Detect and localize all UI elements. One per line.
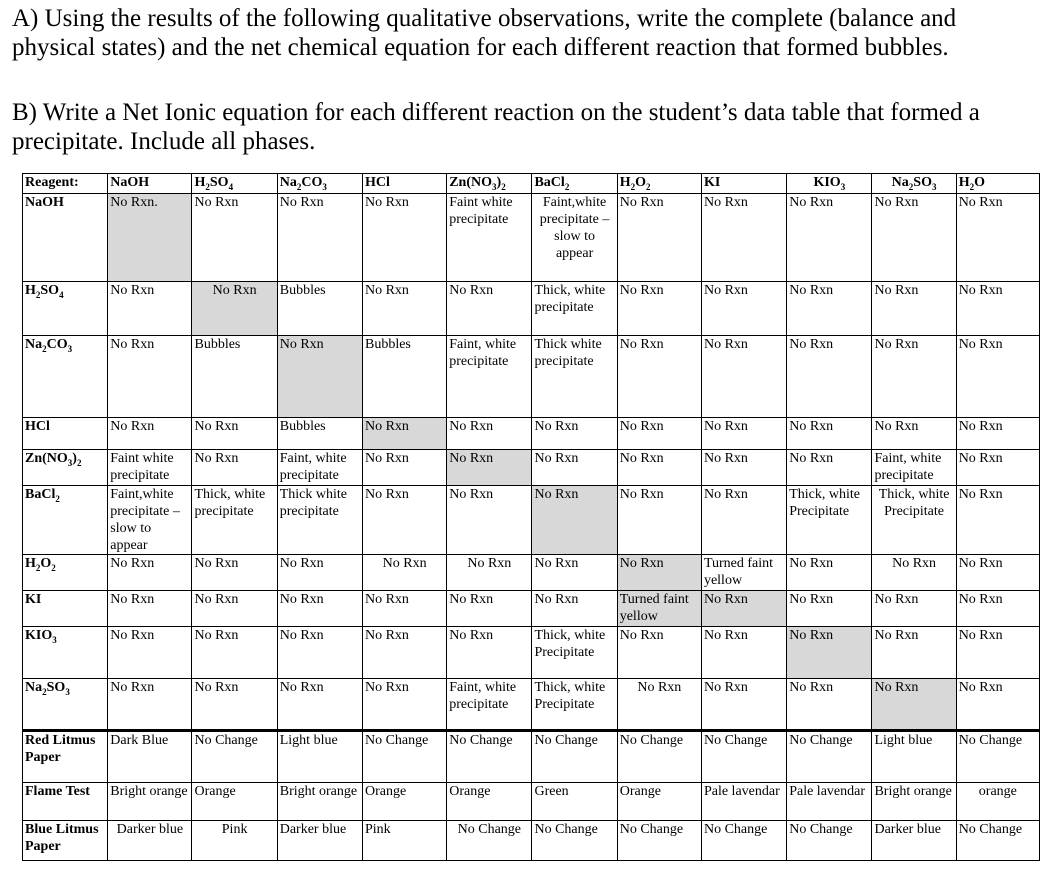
test-cell: Orange [192,783,277,821]
table-cell: Faint white precipitate [447,194,532,282]
question-b: B) Write a Net Ionic equation for each different reaction on the student’s data table that formed a precipitate. Include all phases. [12,99,980,155]
table-cell: No Rxn [872,679,956,731]
table-cell: No Rxn [192,679,277,731]
test-cell: No Change [956,731,1039,783]
table-cell: No Rxn [701,450,786,486]
table-cell: No Rxn [956,486,1039,555]
table-cell: Faint,white precipitate – slow to appear [108,486,192,555]
table-row [23,555,1040,591]
table-cell: Faint, white precipitate [447,336,532,418]
table-row [23,450,1040,486]
table-cell: No Rxn [108,627,192,679]
table-cell: No Rxn [277,336,362,418]
row-header-hcl: HCl [23,418,108,450]
column-header-text: $H_2O_2$ [619,175,651,192]
test-cell: Light blue [872,731,956,783]
table-cell: No Rxn [787,627,872,679]
table-cell: No Rxn [787,591,872,627]
test-label-blue-litmus-paper: Blue Litmus Paper [23,821,108,861]
table-cell: Thick, white precipitate [192,486,277,555]
table-cell: No Rxn [192,555,277,591]
table-cell: No Rxn [447,591,532,627]
table-cell: No Rxn [108,555,192,591]
test-cell: Pink [362,821,446,861]
column-header-text: HCl [364,175,390,190]
table-cell: No Rxn [362,418,446,450]
row-header-zn-no3-2: $Zn(NO_3)_2$ [23,450,108,486]
table-cell: No Rxn [108,591,192,627]
table-cell: No Rxn [701,282,786,336]
table-cell: No Rxn [787,418,872,450]
table-cell: No Rxn [192,282,277,336]
table-row [23,282,1040,336]
test-cell: Pale lavendar [701,783,786,821]
table-cell: Bubbles [192,336,277,418]
row-header-ki: KI [23,591,108,627]
table-cell: No Rxn [701,418,786,450]
column-header-zn-no3-2 [447,174,532,194]
table-cell: No Rxn [872,282,956,336]
table-cell: No Rxn [192,194,277,282]
table-cell: No Rxn [617,486,701,555]
table-cell: No Rxn [701,679,786,731]
column-header-text: BaCl$_2$ [534,175,570,192]
column-header-bacl2 [532,174,617,194]
column-header-hcl [362,174,446,194]
table-cell: No Rxn [362,486,446,555]
test-cell: Darker blue [872,821,956,861]
test-cell: Bright orange [872,783,956,821]
table-cell: No Rxn [362,450,446,486]
table-cell: Thick, white Precipitate [532,627,617,679]
table-cell: No Rxn [447,418,532,450]
column-header-h2o2 [617,174,701,194]
column-header-text: $KIO_3$ [813,175,846,192]
table-cell: No Rxn [277,627,362,679]
table-cell: No Rxn [956,450,1039,486]
table-cell: No Rxn [872,418,956,450]
table-cell: No Rxn [447,486,532,555]
table-row [23,418,1040,450]
column-header-text: $Na_2CO_3$ [279,175,327,192]
table-cell: No Rxn [447,627,532,679]
row-header-bacl2: BaCl$_2$ [23,486,108,555]
test-row [23,821,1040,861]
table-cell: Thick white precipitate [532,336,617,418]
table-cell: No Rxn [277,591,362,627]
test-cell: Orange [447,783,532,821]
table-cell: Thick white precipitate [277,486,362,555]
test-cell: Light blue [277,731,362,783]
table-cell: No Rxn [362,679,446,731]
table-cell: Thick, white Precipitate [532,679,617,731]
table-cell: No Rxn [872,194,956,282]
table-cell: No Rxn [192,627,277,679]
table-cell: No Rxn [532,418,617,450]
table-cell: No Rxn [362,282,446,336]
test-cell: Pale lavendar [787,783,872,821]
test-cell: No Change [787,821,872,861]
table-cell: No Rxn [787,555,872,591]
column-header-text: NaOH [110,175,150,190]
table-cell: No Rxn [956,591,1039,627]
table-cell: No Rxn [872,591,956,627]
row-header-kio3: $KIO_3$ [23,627,108,679]
test-cell: Dark Blue [108,731,192,783]
table-cell: No Rxn [956,627,1039,679]
row-header-na2co3: $Na_2CO_3$ [23,336,108,418]
test-cell: Orange [362,783,446,821]
test-label-flame-test: Flame Test [23,783,108,821]
table-cell: No Rxn [447,555,532,591]
table-cell: No Rxn [108,679,192,731]
row-header-h2o2: $H_2O_2$ [23,555,108,591]
table-cell: No Rxn [787,194,872,282]
test-cell: Darker blue [108,821,192,861]
table-cell: No Rxn [787,679,872,731]
test-cell: Bright orange [108,783,192,821]
test-cell: No Change [532,821,617,861]
table-cell: No Rxn [362,194,446,282]
table-cell: No Rxn [787,282,872,336]
test-row [23,783,1040,821]
table-cell: No Rxn [617,418,701,450]
table-cell: No Rxn [956,555,1039,591]
test-cell: No Change [787,731,872,783]
corner-label: Reagent: [23,174,108,194]
test-cell: No Change [532,731,617,783]
table-row [23,336,1040,418]
column-header-na2co3 [277,174,362,194]
table-cell: No Rxn [617,336,701,418]
table-cell: No Rxn [532,591,617,627]
table-cell: No Rxn [108,282,192,336]
table-cell: No Rxn [956,336,1039,418]
table-cell: Thick, white Precipitate [872,486,956,555]
table-cell: No Rxn [617,555,701,591]
test-row [23,731,1040,783]
test-cell: No Change [362,731,446,783]
table-cell: No Rxn [617,450,701,486]
column-header-text: $Na_2SO_3$ [891,175,937,192]
table-row [23,627,1040,679]
table-row [23,679,1040,731]
table-cell: No Rxn [277,679,362,731]
column-header-na2so3 [872,174,956,194]
table-cell: No Rxn [617,194,701,282]
table-cell: Bubbles [362,336,446,418]
test-cell: No Change [192,731,277,783]
column-header-text: $Zn(NO_3)_2$ [449,175,506,192]
table-cell: No Rxn [872,627,956,679]
table-row [23,194,1040,282]
test-cell: No Change [447,821,532,861]
column-header-naoh [108,174,192,194]
table-cell: No Rxn [532,450,617,486]
test-cell: Darker blue [277,821,362,861]
column-header-kio3 [787,174,872,194]
table-cell: No Rxn [192,591,277,627]
table-cell: Faint white precipitate [108,450,192,486]
table-cell: Bubbles [277,282,362,336]
table-cell: No Rxn [532,555,617,591]
test-cell: No Change [701,731,786,783]
table-row [23,591,1040,627]
table-cell: No Rxn [956,679,1039,731]
table-cell: No Rxn [787,336,872,418]
test-label-red-litmus-paper: Red Litmus Paper [23,731,108,783]
test-cell: Pink [192,821,277,861]
table-cell: No Rxn [362,627,446,679]
table-cell: No Rxn [532,486,617,555]
test-cell: No Change [617,821,701,861]
table-cell: No Rxn [447,282,532,336]
table-cell: No Rxn [108,336,192,418]
table-cell: No Rxn [617,627,701,679]
table-cell: No Rxn [872,555,956,591]
column-header-text: KI [703,175,721,190]
test-cell: Orange [617,783,701,821]
table-cell: Faint, white precipitate [872,450,956,486]
table-cell: No Rxn [277,194,362,282]
column-header-text: $H_2O$ [958,175,985,192]
table-cell: Thick, white Precipitate [787,486,872,555]
table-cell: No Rxn [108,418,192,450]
column-header-ki [701,174,786,194]
row-header-na2so3: $Na_2SO_3$ [23,679,108,731]
column-header-h2o [956,174,1039,194]
test-cell: No Change [617,731,701,783]
table-cell: No Rxn [956,282,1039,336]
test-cell: No Change [701,821,786,861]
table-cell: No Rxn [787,450,872,486]
test-cell: orange [956,783,1039,821]
table-row [23,486,1040,555]
table-cell: No Rxn [192,450,277,486]
table-cell: No Rxn [701,591,786,627]
test-cell: No Change [956,821,1039,861]
table-cell: Turned faint yellow [617,591,701,627]
table-cell: No Rxn [701,194,786,282]
observation-table [22,173,1040,861]
column-header-text: $H_2SO_4$ [194,175,234,192]
table-cell: No Rxn [872,336,956,418]
test-cell: No Change [447,731,532,783]
table-cell: No Rxn [617,679,701,731]
table-cell: Thick, white precipitate [532,282,617,336]
table-cell: Faint, white precipitate [277,450,362,486]
table-cell: No Rxn [956,194,1039,282]
table-cell: Faint,white precipitate –slow to appear [532,194,617,282]
test-cell: Bright orange [277,783,362,821]
table-cell: No Rxn [956,418,1039,450]
row-header-naoh: NaOH [23,194,108,282]
table-cell: No Rxn [192,418,277,450]
column-header-h2so4 [192,174,277,194]
question-a: A) Using the results of the following qualitative observations, write the complete (balance and physical states) and the net chemical equation for each different reaction that formed bubbles. [12,5,957,61]
table-cell: No Rxn [362,555,446,591]
table-cell: Turned faint yellow [701,555,786,591]
table-cell: No Rxn [447,450,532,486]
table-cell: No Rxn [617,282,701,336]
table-cell: No Rxn [277,555,362,591]
table-cell: No Rxn. [108,194,192,282]
table-cell: No Rxn [362,591,446,627]
table-cell: Bubbles [277,418,362,450]
table-cell: No Rxn [701,486,786,555]
row-header-h2so4: $H_2SO_4$ [23,282,108,336]
table-cell: Faint, white precipitate [447,679,532,731]
test-cell: Green [532,783,617,821]
table-cell: No Rxn [701,627,786,679]
table-cell: No Rxn [701,336,786,418]
